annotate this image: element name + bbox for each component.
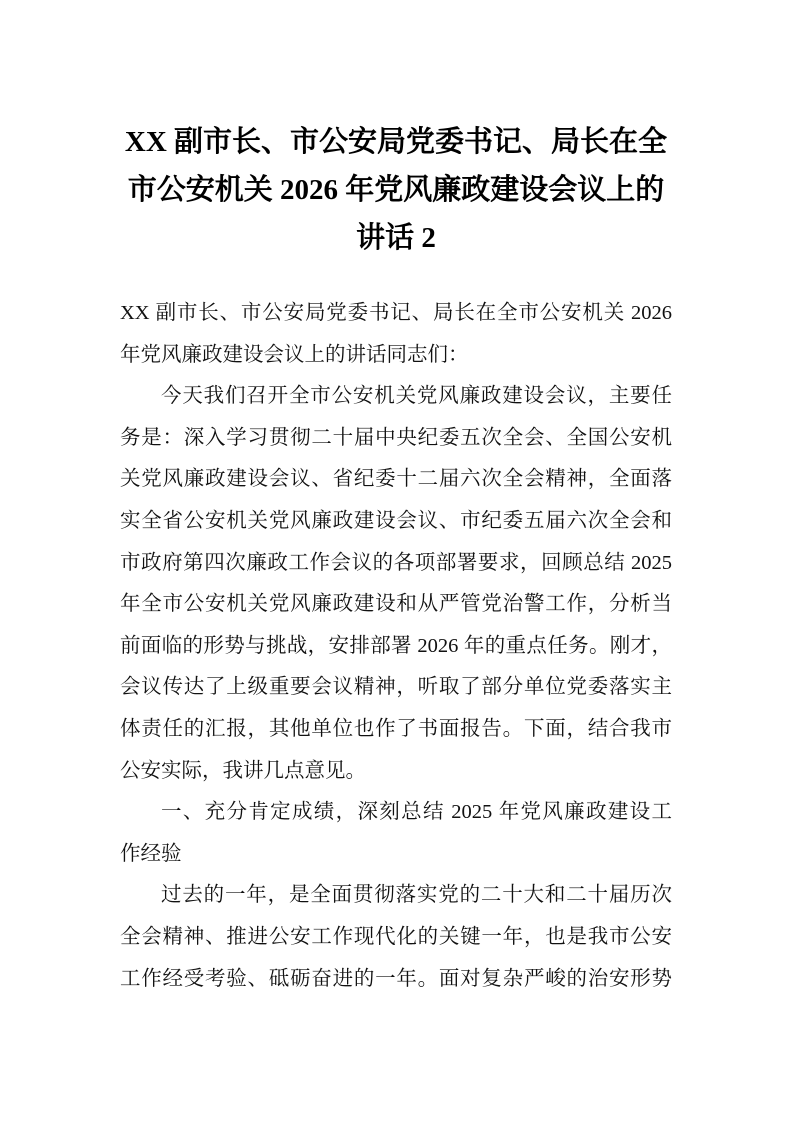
body-line: 前面临的形势与挑战，安排部署 2026 年的重点任务。刚才， — [120, 634, 672, 657]
document-body — [120, 293, 672, 1000]
body-line: 实全省公安机关党风廉政建设会议、市纪委五届六次全会和 — [120, 509, 672, 532]
salutation-paragraph — [120, 293, 672, 376]
body-paragraph — [120, 875, 672, 1000]
title-line: 讲话 2 — [356, 222, 436, 254]
body-line: 市政府第四次廉政工作会议的各项部署要求，回顾总结 2025 — [120, 551, 672, 574]
body-line: 过去的一年，是全面贯彻落实党的二十大和二十届历次 — [161, 884, 672, 907]
body-line: 关党风廉政建设会议、省纪委十二届六次全会精神，全面落 — [120, 468, 672, 491]
body-line: 年党风廉政建设会议上的讲话同志们： — [120, 343, 469, 366]
body-line: 公安实际，我讲几点意见。 — [120, 759, 366, 782]
body-line: 一、充分肯定成绩，深刻总结 2025 年党风廉政建设工 — [161, 801, 672, 824]
title-line: XX 副市长、市公安局党委书记、局长在全 — [124, 126, 668, 158]
body-line: 体责任的汇报，其他单位也作了书面报告。下面，结合我市 — [120, 717, 672, 740]
body-line: 年全市公安机关党风廉政建设和从严管党治警工作，分析当 — [120, 593, 672, 616]
intro-paragraph — [120, 376, 672, 792]
document-content — [0, 118, 793, 1000]
body-line: 会议传达了上级重要会议精神，听取了部分单位党委落实主 — [120, 676, 672, 699]
body-line: XX 副市长、市公安局党委书记、局长在全市公安机关 2026 — [120, 302, 672, 324]
body-line: 作经验 — [120, 842, 182, 865]
body-line: 今天我们召开全市公安机关党风廉政建设会议，主要任 — [161, 385, 672, 408]
document-title — [120, 118, 672, 262]
body-line: 务是：深入学习贯彻二十届中央纪委五次全会、全国公安机 — [120, 426, 672, 449]
body-line: 工作经受考验、砥砺奋进的一年。面对复杂严峻的治安形势 — [120, 967, 672, 990]
section-heading-paragraph — [120, 792, 672, 875]
title-line: 市公安机关 2026 年党风廉政建设会议上的 — [127, 174, 665, 206]
body-line: 全会精神、推进公安工作现代化的关键一年，也是我市公安 — [120, 925, 672, 948]
